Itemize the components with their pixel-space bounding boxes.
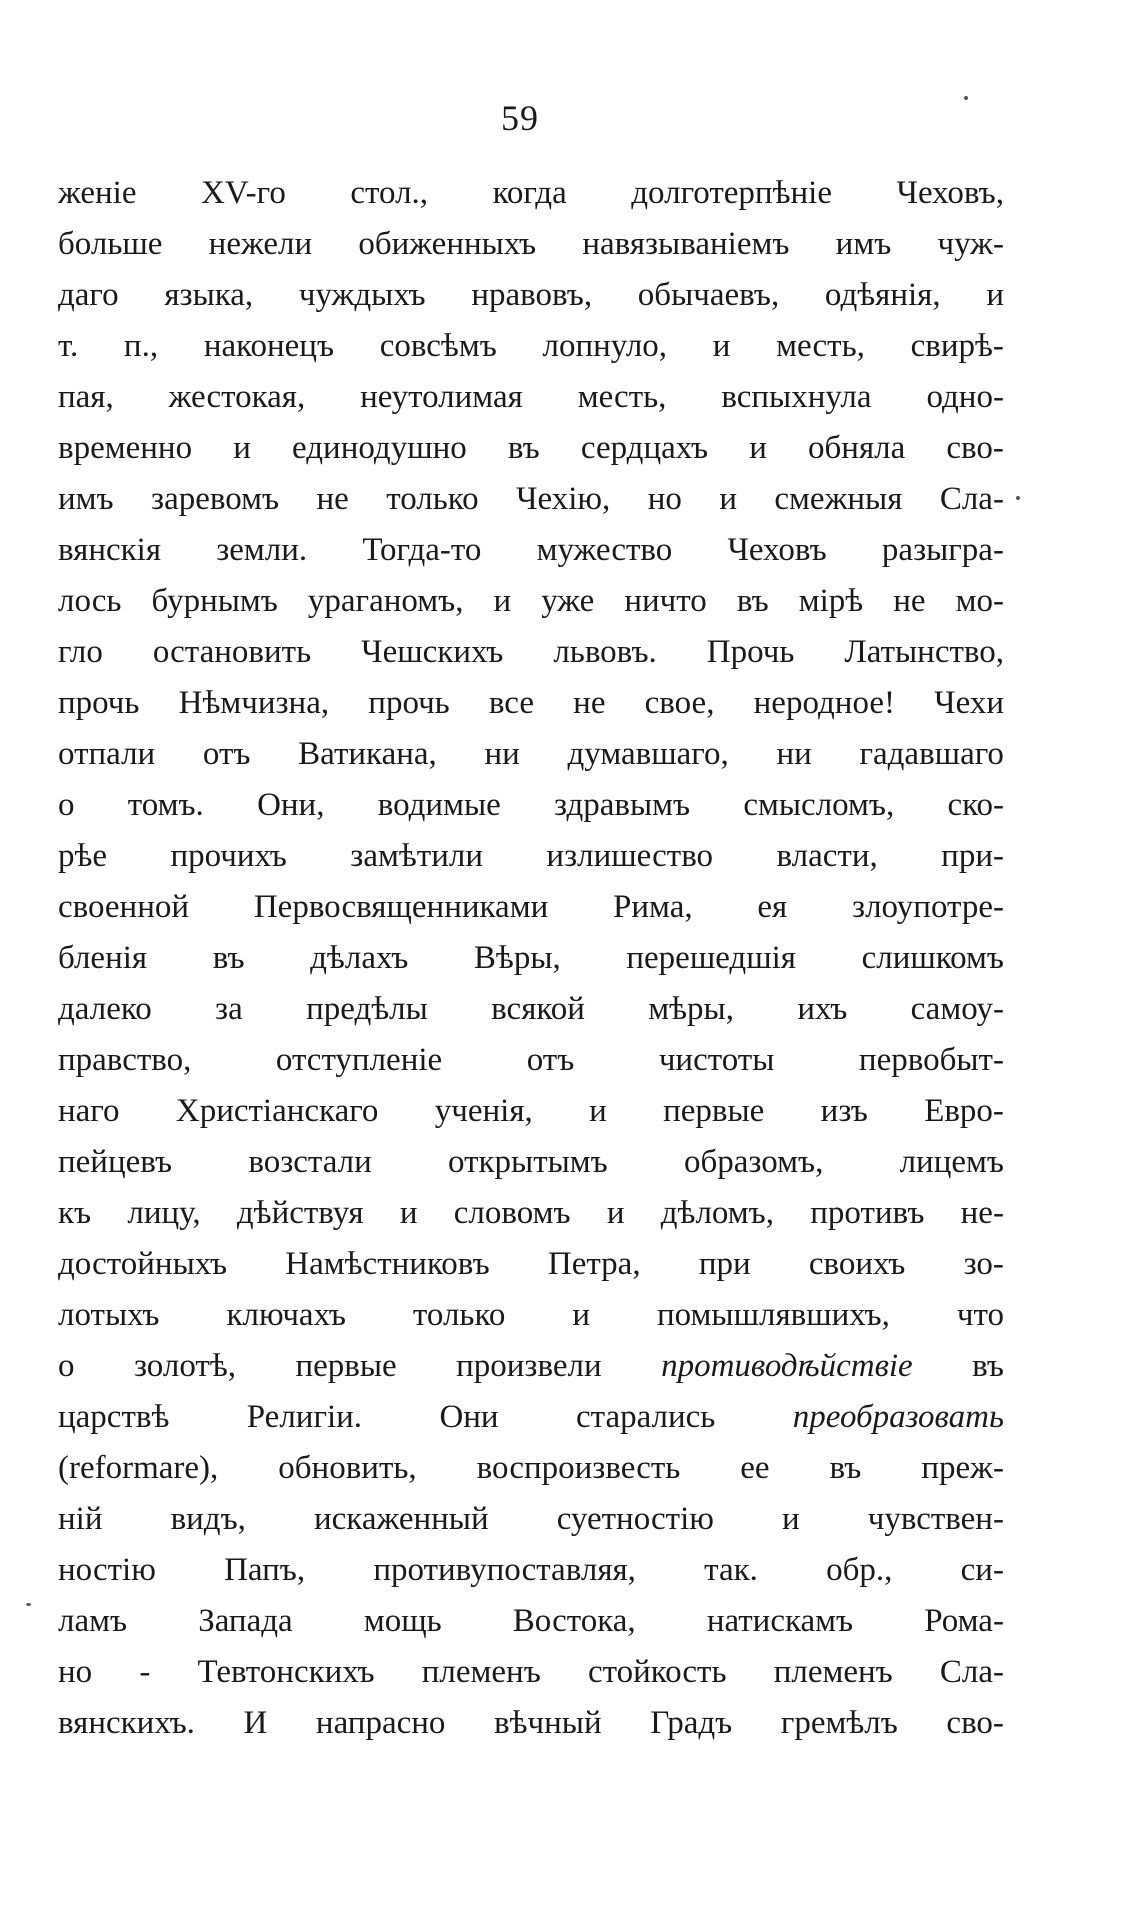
word: одѣянія, [824, 277, 941, 313]
word: месть, [776, 328, 865, 364]
word: Петра, [547, 1246, 641, 1282]
word: вянскія [58, 532, 162, 568]
text-line [58, 1239, 1004, 1290]
text-line [58, 270, 1004, 321]
word: въ [736, 583, 769, 619]
word: ученія, [434, 1093, 533, 1129]
word: племенъ [773, 1654, 893, 1690]
word: обычаевъ, [637, 277, 780, 313]
word: Рома- [924, 1603, 1004, 1639]
text-line [58, 933, 1004, 984]
text-line [58, 1137, 1004, 1188]
scan-speck [26, 1603, 31, 1606]
word: правство, [58, 1042, 192, 1078]
word: о [58, 787, 75, 823]
word: здравымъ [554, 787, 691, 823]
body-text [58, 168, 1004, 1749]
word: возстали [248, 1144, 372, 1180]
word: сво- [946, 430, 1004, 466]
word: лось [58, 583, 122, 619]
text-line [58, 219, 1004, 270]
word: нравовъ, [471, 277, 593, 313]
word: самоу- [910, 991, 1004, 1027]
word: стойкость [587, 1654, 727, 1690]
word: мужество [536, 532, 673, 568]
word: дѣлахъ [310, 940, 409, 976]
word: мірѣ [798, 583, 864, 619]
word: бленія [58, 940, 148, 976]
word: свирѣ- [910, 328, 1004, 364]
word: достойныхъ [58, 1246, 228, 1282]
word: въ [507, 430, 540, 466]
text-line [58, 372, 1004, 423]
word: львовъ. [553, 634, 657, 670]
text-line [58, 1341, 1004, 1392]
text-line [58, 1494, 1004, 1545]
word: къ [58, 1195, 92, 1231]
word: т. [58, 328, 79, 364]
text-line [58, 627, 1004, 678]
word: Чехи [934, 685, 1004, 721]
word: земли. [216, 532, 308, 568]
word: словомъ [453, 1195, 571, 1231]
text-line [58, 678, 1004, 729]
word: лицу, [127, 1195, 201, 1231]
word: женіе [58, 175, 137, 211]
text-line [58, 168, 1004, 219]
word: и [572, 1297, 590, 1333]
word: (reformare), [58, 1450, 219, 1486]
word: Тогда-то [362, 532, 482, 568]
word: вянскихъ. [58, 1705, 195, 1741]
word: Ватикана, [298, 736, 437, 772]
word: Прочь [706, 634, 795, 670]
word: Религіи. [246, 1399, 363, 1435]
word: Они, [257, 787, 325, 823]
word: только [386, 481, 479, 517]
word: даго [58, 277, 119, 313]
word: Христіанскаго [175, 1093, 379, 1129]
text-line [58, 1443, 1004, 1494]
word: старались [575, 1399, 716, 1435]
word: ностію [58, 1552, 156, 1588]
word: и [589, 1093, 607, 1129]
word: Востока, [512, 1603, 636, 1639]
text-line [58, 831, 1004, 882]
word: первобыт- [858, 1042, 1004, 1078]
word: бурнымъ [151, 583, 278, 619]
word: наго [58, 1093, 120, 1129]
word: Вѣры, [473, 940, 561, 976]
word: Рима, [613, 889, 693, 925]
word: обновить, [278, 1450, 417, 1486]
word: имъ [58, 481, 114, 517]
text-line [58, 423, 1004, 474]
word: пая, [58, 379, 114, 415]
word: прочихъ [170, 838, 287, 874]
word: племенъ [421, 1654, 541, 1690]
word: Евро- [924, 1093, 1004, 1129]
word: власти, [776, 838, 878, 874]
word: лотыхъ [58, 1297, 160, 1333]
word: так. [704, 1552, 758, 1588]
word: - [139, 1654, 151, 1690]
word: предѣлы [306, 991, 428, 1027]
word: Нѣмчизна, [178, 685, 330, 721]
word: мо- [955, 583, 1004, 619]
word: Чешскихъ [361, 634, 504, 670]
word: чувствен- [867, 1501, 1004, 1537]
word: но [58, 1654, 93, 1690]
word: сво- [946, 1705, 1004, 1741]
text-line [58, 882, 1004, 933]
word: сердцахъ [580, 430, 709, 466]
word: при- [941, 838, 1004, 874]
word: Они [439, 1399, 499, 1435]
word: и [749, 430, 767, 466]
word: и [986, 277, 1004, 313]
word: все [488, 685, 534, 721]
text-line [58, 525, 1004, 576]
word: Тевтонскихъ [197, 1654, 375, 1690]
word: неутолимая [360, 379, 523, 415]
word: противупоставляя, [373, 1552, 636, 1588]
word: ламъ [58, 1603, 128, 1639]
word: и [719, 481, 737, 517]
word: перешедшія [626, 940, 796, 976]
word: Градъ [650, 1705, 733, 1741]
word: отъ [526, 1042, 575, 1078]
word: только [412, 1297, 506, 1333]
text-line [58, 1188, 1004, 1239]
word: долготерпѣніе [631, 175, 832, 211]
word: гло [58, 634, 103, 670]
word: отступленіе [275, 1042, 443, 1078]
word: навязываніемъ [582, 226, 790, 262]
word: чистоты [658, 1042, 775, 1078]
text-line [58, 1647, 1004, 1698]
word: не [316, 481, 349, 517]
word: Первосвященниками [253, 889, 549, 925]
word: когда [492, 175, 567, 211]
word: остановить [152, 634, 312, 670]
word: при [698, 1246, 751, 1282]
word: гремѣлъ [780, 1705, 898, 1741]
word: всякой [491, 991, 585, 1027]
word: одно- [926, 379, 1004, 415]
word: противъ [810, 1195, 925, 1231]
word: Чеховъ, [896, 175, 1004, 211]
word: си- [960, 1552, 1004, 1588]
word: неродное! [753, 685, 895, 721]
word: нежели [208, 226, 313, 262]
word: смежныя [774, 481, 903, 517]
word: Чеховъ [727, 532, 827, 568]
word: совсѣмъ [379, 328, 497, 364]
text-line [58, 1596, 1004, 1647]
text-line [58, 984, 1004, 1035]
word: изъ [820, 1093, 868, 1129]
word: излишество [546, 838, 714, 874]
word: что [956, 1297, 1004, 1333]
word: и [712, 328, 731, 364]
word: своенной [58, 889, 190, 925]
word: смысломъ, [743, 787, 895, 823]
word: но [647, 481, 682, 517]
word: въ [972, 1348, 1004, 1384]
scan-speck [1016, 496, 1020, 500]
word: и [233, 430, 251, 466]
word: напрасно [315, 1705, 446, 1741]
text-line [58, 321, 1004, 372]
word: не- [960, 1195, 1004, 1231]
word: ключахъ [226, 1297, 346, 1333]
word: преж- [921, 1450, 1004, 1486]
word: имъ [835, 226, 892, 262]
word: заревомъ [151, 481, 280, 517]
word: натискамъ [706, 1603, 854, 1639]
word: временно [58, 430, 193, 466]
text-line [58, 576, 1004, 627]
word: царствѣ [58, 1399, 170, 1435]
word: XV-го [201, 175, 286, 211]
word: прочь [58, 685, 140, 721]
word: злоупотре- [852, 889, 1004, 925]
word: дѣломъ, [660, 1195, 774, 1231]
word: ее [740, 1450, 770, 1486]
word: рѣе [58, 838, 108, 874]
text-line [58, 474, 1004, 525]
page-number: 59 [501, 98, 539, 138]
word: обиженныхъ [358, 226, 537, 262]
word: наконецъ [203, 328, 335, 364]
word: въ [829, 1450, 862, 1486]
word: вспыхнула [721, 379, 872, 415]
scan-speck [964, 96, 968, 100]
word: лицемъ [899, 1144, 1004, 1180]
word: слишкомъ [861, 940, 1004, 976]
word: водимые [377, 787, 501, 823]
word: обняла [808, 430, 906, 466]
word: воспроизвесть [476, 1450, 681, 1486]
word: вѣчный [494, 1705, 602, 1741]
word: Сла- [939, 1654, 1004, 1690]
word: ураганомъ, [307, 583, 464, 619]
word: далеко [58, 991, 152, 1027]
word: ній [58, 1501, 103, 1537]
word: и [493, 583, 512, 619]
word: произвели [456, 1348, 602, 1384]
word: своихъ [808, 1246, 906, 1282]
word: разыгра- [881, 532, 1004, 568]
word: думавшаго, [567, 736, 729, 772]
word: стол., [350, 175, 429, 211]
word: первые [295, 1348, 397, 1384]
word: о [58, 1348, 75, 1384]
word: не [573, 685, 606, 721]
word: ея [757, 889, 788, 925]
word: дѣйствуя [236, 1195, 364, 1231]
word: п., [123, 328, 159, 364]
text-line [58, 729, 1004, 780]
text-line [58, 1392, 1004, 1443]
word: чуждыхъ [298, 277, 426, 313]
word: Сла- [939, 481, 1004, 517]
word: за [215, 991, 243, 1027]
word: И [243, 1705, 268, 1741]
word: Латынство, [844, 634, 1004, 670]
text-line [58, 1290, 1004, 1341]
word: прочь [368, 685, 450, 721]
word: не [893, 583, 926, 619]
italic-word: противодѣйствіе [661, 1348, 913, 1384]
word: помышлявшихъ, [657, 1297, 890, 1333]
word: ни [484, 736, 520, 772]
word: видъ, [170, 1501, 246, 1537]
word: мѣры, [648, 991, 734, 1027]
word: чуж- [937, 226, 1004, 262]
text-line [58, 1545, 1004, 1596]
text-line [58, 1035, 1004, 1086]
word: пейцевъ [58, 1144, 173, 1180]
word: ничто [624, 583, 707, 619]
word: отпали [58, 736, 156, 772]
word: отъ [202, 736, 251, 772]
word: образомъ, [683, 1144, 824, 1180]
word: Папъ, [224, 1552, 306, 1588]
italic-word: преобразовать [792, 1399, 1004, 1435]
word: обр., [826, 1552, 893, 1588]
text-line [58, 1698, 1004, 1749]
word: первые [663, 1093, 765, 1129]
word: жестокая, [168, 379, 306, 415]
word: языка, [164, 277, 254, 313]
word: суетностію [556, 1501, 714, 1537]
text-line [58, 780, 1004, 831]
word: Запада [198, 1603, 293, 1639]
word: зо- [963, 1246, 1004, 1282]
text-line [58, 1086, 1004, 1137]
word: открытымъ [448, 1144, 608, 1180]
word: гадавшаго [859, 736, 1004, 772]
word: замѣтили [350, 838, 483, 874]
word: Чехію, [516, 481, 611, 517]
word: Намѣстниковъ [285, 1246, 490, 1282]
word: свое, [644, 685, 715, 721]
word: лопнуло, [542, 328, 668, 364]
word: томъ. [127, 787, 204, 823]
word: въ [212, 940, 245, 976]
word: месть, [577, 379, 667, 415]
word: золотѣ, [133, 1348, 236, 1384]
word: больше [58, 226, 163, 262]
word: искаженный [313, 1501, 489, 1537]
word: ско- [947, 787, 1004, 823]
word: ни [776, 736, 812, 772]
word: уже [541, 583, 595, 619]
word: мощь [363, 1603, 442, 1639]
word: и [399, 1195, 418, 1231]
word: ихъ [797, 991, 848, 1027]
word: и [781, 1501, 800, 1537]
word: единодушно [292, 430, 467, 466]
word: и [606, 1195, 625, 1231]
